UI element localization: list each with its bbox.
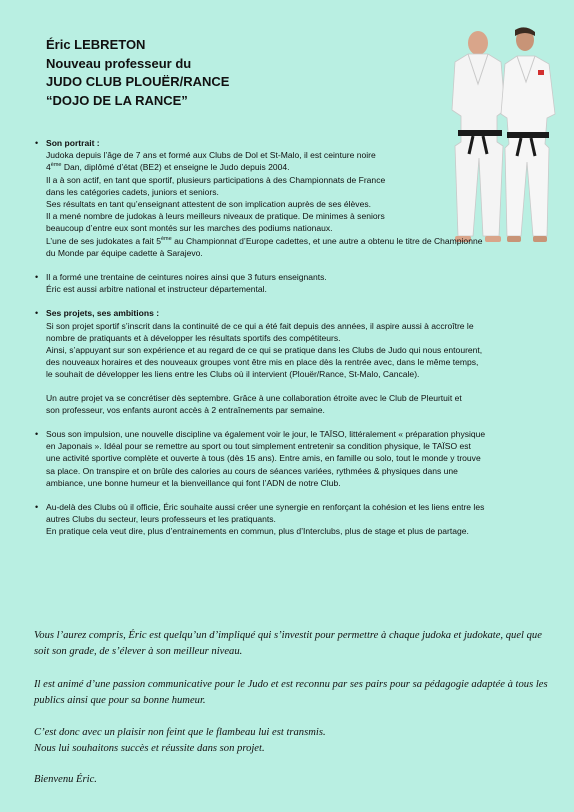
closing-line: Il est animé d’une passion communicative pour le Judo et est reconnu par ses pairs pour sa pédagogie adaptée à tous les — [34, 679, 548, 690]
taiso-line: en Japonais ». Idéal pour se remettre au sport ou tout simplement entretenir sa condition physique, le TAÏSO est — [46, 441, 471, 452]
dan-number: 4 — [46, 162, 51, 173]
section-formation — [34, 271, 544, 295]
taiso-line: Sous son impulsion, une nouvelle discipline va également voir le jour, le TAÏSO, littéralement « préparation physique — [46, 429, 486, 440]
superscript: ème — [161, 235, 172, 242]
bullet-icon: • — [35, 308, 39, 319]
closing-signature — [34, 772, 549, 788]
section-projets — [34, 307, 544, 416]
bullet-icon: • — [35, 429, 39, 440]
title-club: JUDO CLUB PLOUËR/RANCE — [46, 74, 230, 89]
portrait-heading: Son portrait : — [46, 138, 100, 148]
closing-line: soit son grade, de s’élever à son meilleur niveau. — [34, 646, 243, 657]
section-taiso — [34, 428, 544, 489]
superscript: ème — [50, 162, 62, 169]
closing-paragraph-3 — [34, 725, 549, 757]
projets-line: Ainsi, s’appuyant sur son expérience et au regard de ce qui se pratique dans les Clubs de Judo qui nous entourent, — [46, 345, 483, 356]
portrait-line: beaucoup d’entre eux sont montés sur les marches des podiums nationaux. — [46, 223, 333, 234]
closing-paragraph-1 — [34, 628, 549, 660]
bullet-icon: • — [35, 138, 39, 148]
closing-line: Nous lui souhaitons succès et réussite dans son projet. — [34, 743, 265, 754]
section-portrait — [34, 137, 544, 259]
formation-line: Éric est aussi arbitre national et instructeur départemental. — [46, 284, 267, 295]
projets-line: Un autre projet va se concrétiser dès septembre. Grâce à une collaboration étroite avec le Club de Pleurtuit et — [46, 392, 462, 403]
projets-line: le souhait de développer les liens entre les Clubs où il intervient (Plouër/Rance, St-Malo, Cancale). — [46, 369, 420, 380]
title-name: Éric LEBRETON — [46, 37, 146, 52]
portrait-line: Judoka depuis l’âge de 7 ans et formé aux Clubs de Dol et St-Malo, il est ceinture noire — [46, 150, 376, 161]
taiso-line: sa place. On transpire et on brûle des calories au cours de séances variées, rythmées & physiques dans une — [46, 465, 458, 476]
portrait-line: dans les catégories cadets, juniors et seniors. — [46, 186, 219, 197]
title-dojo: “DOJO DE LA RANCE” — [46, 92, 188, 108]
projets-line: des nouveaux horaires et des nouveaux groupes vont être mis en place dès la rentrée avec, dans le même temps, — [46, 357, 479, 368]
portrait-line — [46, 161, 544, 173]
section-synergie — [34, 501, 544, 538]
article-body — [34, 137, 544, 538]
portrait-line: Il a mené nombre de judokas à leurs meilleurs niveaux de pratique. De minimes à seniors — [46, 211, 385, 222]
synergie-line: autres Clubs du secteur, leurs professeurs et les pratiquants. — [46, 514, 276, 525]
taiso-line: une activité sportive complète et ouverte à tous (dès 15 ans). Entre amis, en famille ou solo, tout le monde y trouve — [46, 453, 481, 464]
formation-line: Il a formé une trentaine de ceintures noires ainsi que 3 futurs enseignants. — [46, 272, 327, 283]
title-role: Nouveau professeur du — [46, 55, 192, 71]
projets-line: nombre de pratiquants et à développer les résultats sportifs des compétiteurs. — [46, 332, 341, 343]
taiso-line: ambiance, une bonne humeur et la bienveillance qui font l’ADN de notre Club. — [46, 477, 341, 488]
synergie-line: Au-delà des Clubs où il officie, Éric souhaite aussi créer une synergie en renforçant la cohésion et les liens entre les — [46, 502, 485, 513]
projets-heading: Ses projets, ses ambitions : — [46, 308, 160, 319]
closing-line: C’est donc avec un plaisir non feint que le flambeau lui est transmis. — [34, 727, 326, 738]
portrait-line-rest: Dan, diplômé d’état (BE2) et enseigne le Judo depuis 2004. — [61, 162, 290, 173]
portrait-line: du Monde par équipe cadette à Sarajevo. — [46, 247, 203, 258]
welcome-line: Bienvenu Éric. — [34, 774, 97, 785]
portrait-line-end: au Championnat d’Europe cadettes, et une autre a obtenu le titre de Championne — [171, 235, 483, 246]
closing-line: Vous l’aurez compris, Éric est quelqu’un d’impliqué qui s’investit pour permettre à chaque judoka et judokate, quel que — [34, 630, 542, 641]
closing-line: publics ainsi que pour sa bonne humeur. — [34, 695, 206, 706]
projets-line: Si son projet sportif s’inscrit dans la continuité de ce qui a été fait depuis des années, il aspire aussi à accroître le — [46, 320, 474, 331]
portrait-line: Il a à son actif, en tant que sportif, plusieurs participations à des Championnats de France — [46, 174, 386, 185]
synergie-line: En pratique cela veut dire, plus d’entrainements en commun, plus d’Interclubs, plus de stage et plus de partage. — [46, 526, 469, 537]
closing-paragraph-2 — [34, 677, 549, 709]
bullet-icon: • — [35, 502, 39, 513]
portrait-line: Ses résultats en tant qu’enseignant attestent de son implication auprès de ses élèves. — [46, 199, 371, 210]
portrait-line-start: L’une de ses judokates a fait 5 — [46, 235, 161, 246]
projets-line: son professeur, vos enfants auront accès à 2 entraînements par semaine. — [46, 404, 325, 415]
article-title — [46, 36, 346, 110]
bullet-icon: • — [35, 272, 39, 283]
portrait-line — [46, 235, 544, 247]
